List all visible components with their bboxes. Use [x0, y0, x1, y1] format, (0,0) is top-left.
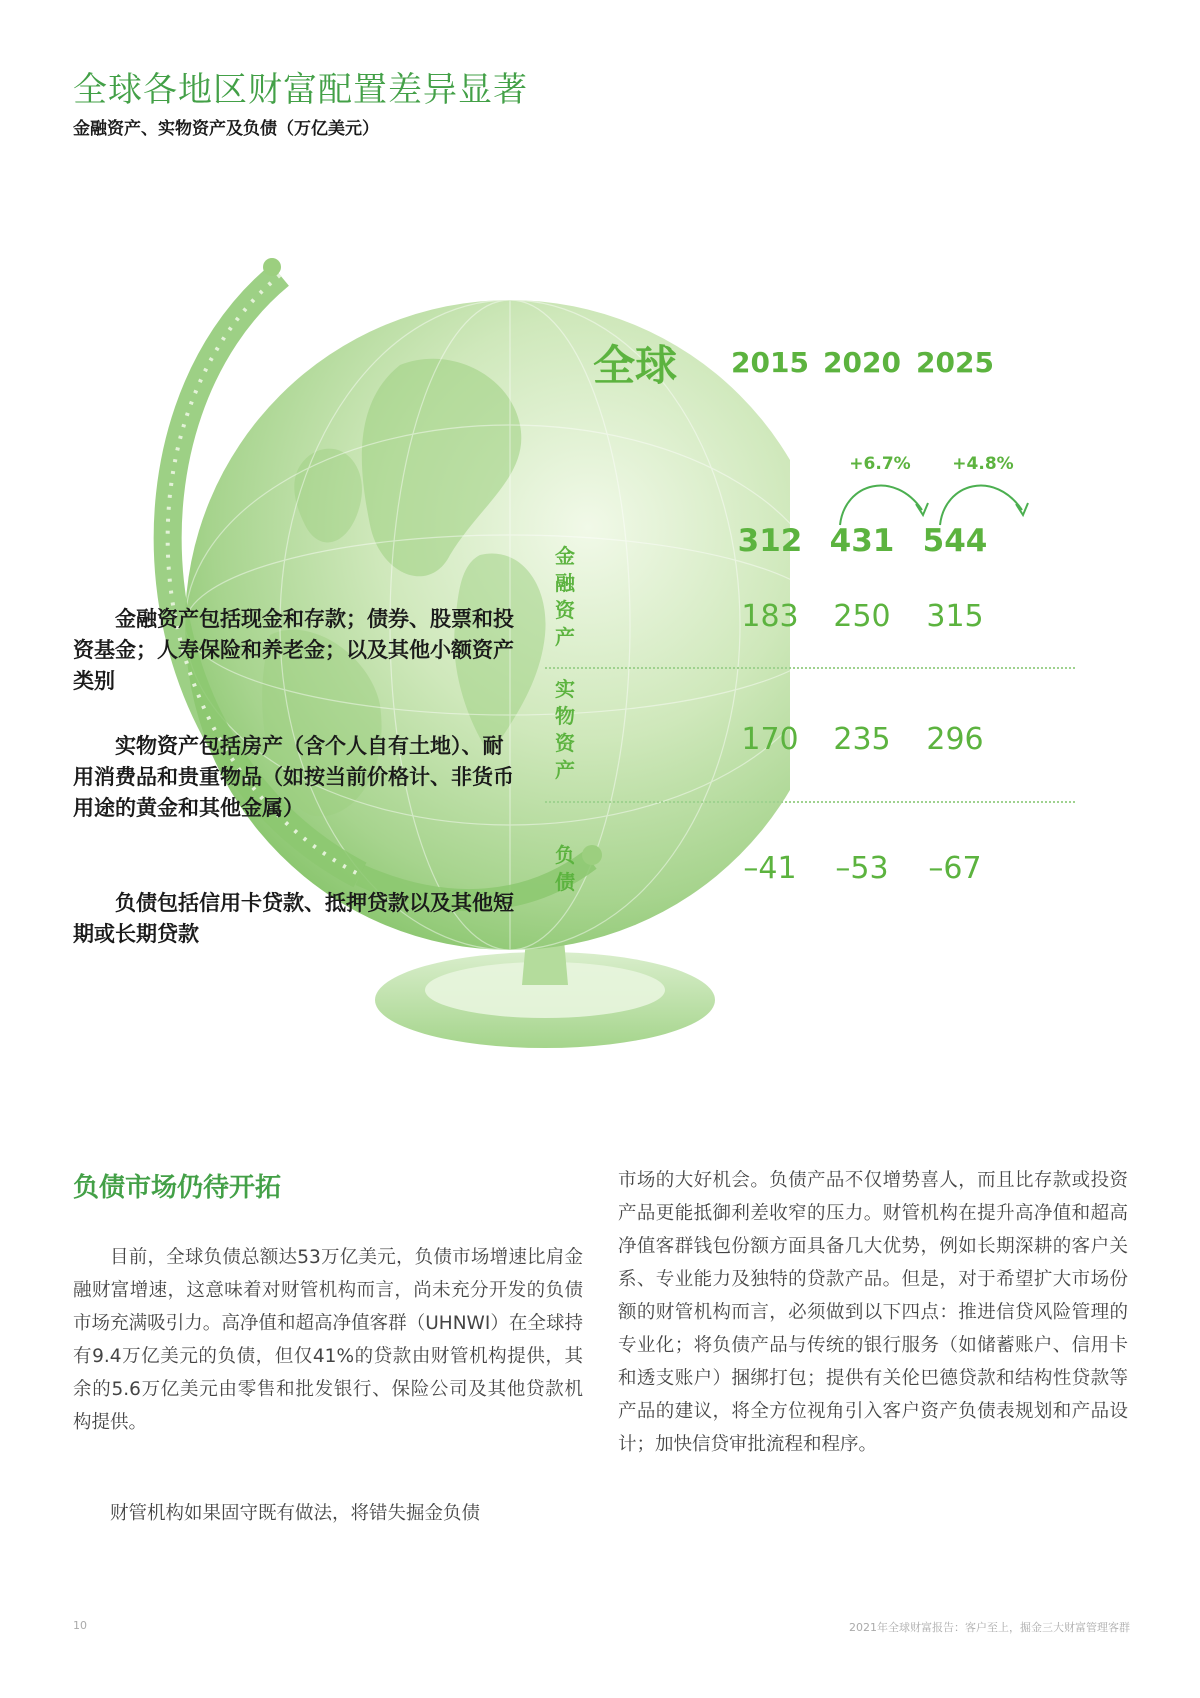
financial-assets-description: 金融资产包括现金和存款；债券、股票和投资基金；人寿保险和养老金；以及其他小额资产类别	[73, 607, 514, 693]
total-2020: 431	[829, 523, 895, 559]
liabilities-description: 负债包括信用卡贷款、抵押贷款以及其他短期或长期贷款	[73, 891, 514, 946]
body-paragraph: 财管机构如果固守既有做法，将错失掘金负债	[110, 1503, 481, 1524]
body-paragraph: 目前，全球负债总额达53万亿美元，负债市场增速比肩金融财富增速，这意味着对财管机构而言，尚未充分开发的负债市场充满吸引力。高净值和超高净值客群（UHNWI）在全球持有9.4万亿美元的负债，但仅41%的贷款由财管机构提供，其余的5.6万亿美元由零售和批发银行、保险公司及其他贷款机构提供。	[73, 1247, 583, 1433]
total-2015: 312	[737, 523, 803, 559]
row-label-real: 实 物 资 产	[555, 677, 575, 782]
chart-region-label: 全球	[593, 341, 678, 390]
row-label-liabilities: 负 债	[555, 843, 575, 894]
growth-arrow-1	[840, 486, 922, 525]
year-2025-label: 2025	[916, 346, 994, 379]
growth-arrow-2	[940, 486, 1022, 525]
liabilities-2025: –67	[928, 851, 982, 886]
financial-2020: 250	[833, 599, 891, 634]
report-footer-title: 2021年全球财富报告：客户至上，掘金三大财富管理客群	[849, 1621, 1130, 1634]
row-divider	[545, 667, 1075, 669]
growth-arrows	[830, 470, 1050, 530]
real-2015: 170	[741, 722, 799, 757]
page-number: 10	[73, 1619, 87, 1632]
real-assets-description: 实物资产包括房产（含个人自有土地）、耐用消费品和贵重物品（如按当前价格计、非货币用途的黄金和其他金属）	[73, 734, 514, 820]
page-title: 全球各地区财富配置差异显著	[73, 70, 528, 110]
row-divider	[545, 801, 1075, 803]
chart-subtitle: 金融资产、实物资产及负债（万亿美元）	[73, 119, 379, 139]
year-2015-label: 2015	[731, 346, 809, 379]
row-label-financial: 金 融 资 产	[555, 544, 575, 649]
growth-label-2015-2020: +6.7%	[849, 454, 911, 474]
section-heading: 负债市场仍待开拓	[73, 1173, 282, 1203]
financial-2015: 183	[741, 599, 799, 634]
year-2020-label: 2020	[823, 346, 901, 379]
real-2020: 235	[833, 722, 891, 757]
body-paragraph: 市场的大好机会。负债产品不仅增势喜人，而且比存款或投资产品更能抵御利差收窄的压力。财管机构在提升高净值和超高净值客群钱包份额方面具备几大优势，例如长期深耕的客户关系、专业能力及独特的贷款产品。但是，对于希望扩大市场份额的财管机构而言，必须做到以下四点：推进信贷风险管理的专业化；将负债产品与传统的银行服务（如储蓄账户、信用卡和透支账户）捆绑打包；提供有关伦巴德贷款和结构性贷款等产品的建议，将全方位视角引入客户资产负债表规划和产品设计；加快信贷审批流程和程序。	[618, 1170, 1128, 1455]
total-2025: 544	[922, 523, 988, 559]
liabilities-2015: –41	[743, 851, 797, 886]
real-2025: 296	[926, 722, 984, 757]
financial-2025: 315	[926, 599, 984, 634]
liabilities-2020: –53	[835, 851, 889, 886]
growth-label-2020-2025: +4.8%	[952, 454, 1014, 474]
